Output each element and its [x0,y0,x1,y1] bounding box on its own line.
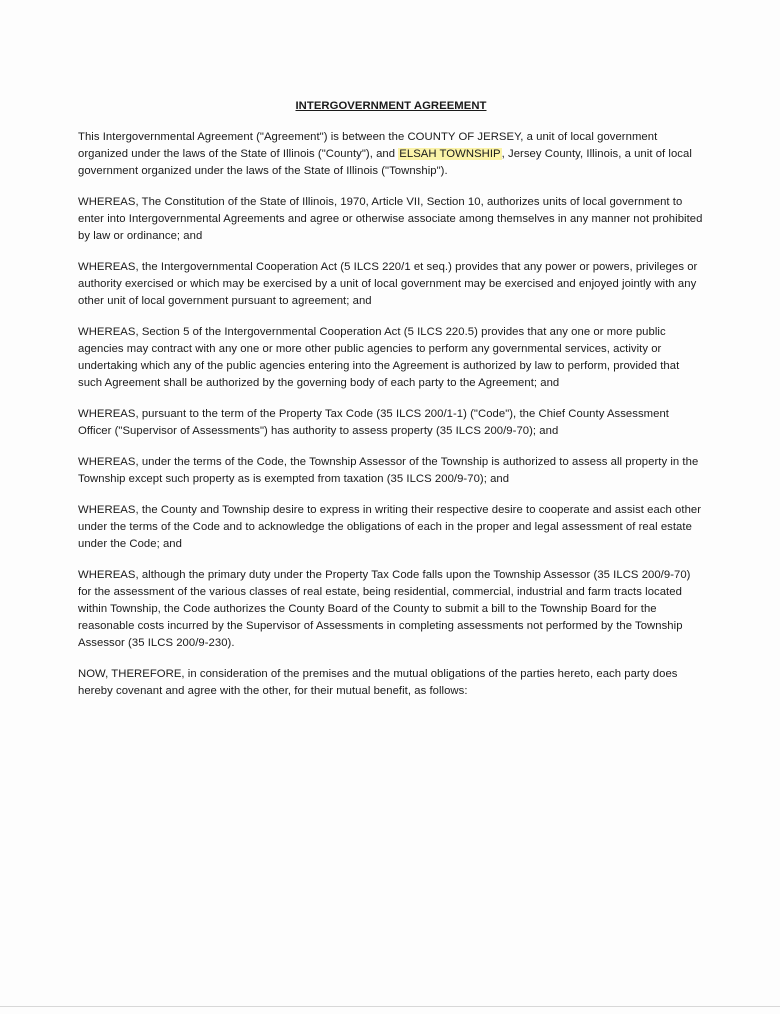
document-body [78,98,704,714]
intro-text-after: , Jersey County, Illinois, a unit of local government organized under the laws of the State of Illinois ("Township"). [78,148,692,177]
whereas-primary-duty-paragraph: WHEREAS, although the primary duty under the Property Tax Code falls upon the Township Assessor (35 ILCS 200/9-70) for the assessment of the various classes of real estate, being residential, commercial, industrial and farm tracts located within Township, the Code authorizes the County Board of the County to submit a bill to the Township Board for the reasonable costs incurred by the Supervisor of Assessments in completing assessments not performed by the Township Assessor (35 ILCS 200/9-230). [78,569,691,649]
whereas-constitution-paragraph: WHEREAS, The Constitution of the State of Illinois, 1970, Article VII, Section 10, authorizes units of local government to enter into Intergovernmental Agreements and agree or otherwise associate among themselves in any manner not prohibited by law or ordinance; and [78,196,703,242]
highlighted-township-name: ELSAH TOWNSHIP [399,148,501,160]
whereas-property-tax-code-paragraph: WHEREAS, pursuant to the term of the Property Tax Code (35 ILCS 200/1-1) ("Code"), the Chief County Assessment Officer ("Supervisor of Assessments") has authority to assess property (35 ILCS 200/9-70); and [78,408,669,437]
whereas-township-assessor-paragraph: WHEREAS, under the terms of the Code, the Township Assessor of the Township is authorized to assess all property in the Township except such property as is exempted from taxation (35 ILCS 200/9-70); and [78,456,699,485]
intro-paragraph [78,129,704,180]
whereas-section-5-paragraph: WHEREAS, Section 5 of the Intergovernmental Cooperation Act (5 ILCS 220.5) provides that any one or more public agencies may contract with any one or more other public agencies to perform any governmental services, activity or undertaking which any of the public agencies entering into the Agreement is authorized by law to perform, provided that such Agreement shall be authorized by the governing body of each party to the Agreement; and [78,326,680,389]
intro-text-before: This Intergovernmental Agreement ("Agreement") is between the COUNTY OF JERSEY, a unit of local government organized under the laws of the State of Illinois ("County"), and [78,131,658,160]
document-title: INTERGOVERNMENT AGREEMENT [295,100,487,112]
now-therefore-paragraph: NOW, THEREFORE, in consideration of the premises and the mutual obligations of the parties hereto, each party does hereby covenant and agree with the other, for their mutual benefit, as follows: [78,668,678,697]
whereas-cooperate-paragraph: WHEREAS, the County and Township desire to express in writing their respective desire to cooperate and assist each other under the terms of the Code and to acknowledge the obligations of each in the proper and legal assessment of real estate under the Code; and [78,504,702,550]
scan-edge-line [0,1006,780,1007]
whereas-cooperation-act-paragraph: WHEREAS, the Intergovernmental Cooperation Act (5 ILCS 220/1 et seq.) provides that any power or powers, privileges or authority exercised or which may be exercised by a unit of local government may be exercised and enjoyed jointly with any other unit of local government pursuant to agreement; and [78,261,698,307]
